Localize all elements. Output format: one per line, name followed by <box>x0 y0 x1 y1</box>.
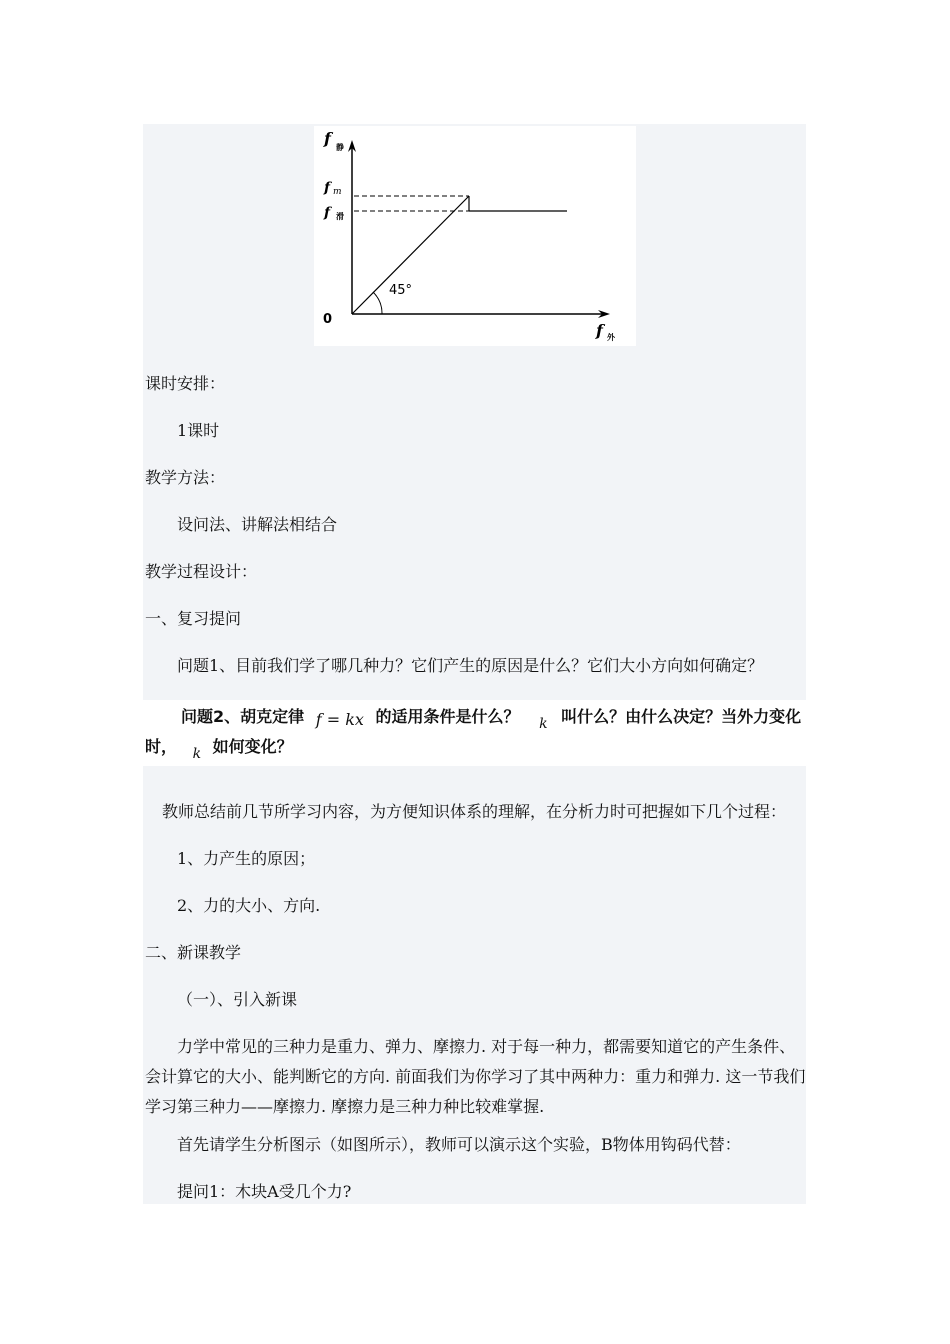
teacher-summary: 教师总结前几节所学习内容，为方便知识体系的理解，在分析力时可把握如下几个过程： <box>162 802 787 821</box>
graph-svg <box>314 126 636 346</box>
question2-text-e: 如何变化？ <box>212 737 293 756</box>
analysis-line: 首先请学生分析图示（如图所示），教师可以演示这个实验，B物体用钩码代替： <box>177 1135 741 1154</box>
point-1: 1、力产生的原因； <box>177 849 316 868</box>
method-value: 设问法、讲解法相结合 <box>177 515 338 534</box>
schedule-value: 1课时 <box>177 421 220 440</box>
angle-label: 45° <box>389 283 413 298</box>
process-heading: 教学过程设计： <box>145 562 258 581</box>
x-axis-sub: 外 <box>607 333 615 342</box>
method-heading: 教学方法： <box>145 468 226 487</box>
x-axis-label: f <box>596 321 603 340</box>
section1-heading: 一、复习提问 <box>145 609 242 628</box>
question2-text-b: 的适用条件是什么？ <box>375 707 520 726</box>
question2-text-c: 叫什么？由什么决定？当外力变化 <box>561 707 802 726</box>
question2-text-d: 时， <box>145 737 178 756</box>
fm-label: f <box>324 180 331 196</box>
y-axis-label: f <box>324 129 331 148</box>
question2-text-a: 问题2、胡克定律 <box>181 707 305 726</box>
schedule-heading: 课时安排： <box>145 374 226 393</box>
origin-label: 0 <box>323 312 333 327</box>
fslide-label: f <box>324 205 331 221</box>
section2-heading: 二、新课教学 <box>145 943 242 962</box>
hooke-formula: f = kx <box>315 710 364 729</box>
y-axis-sub: 静 <box>336 143 344 152</box>
intro-paragraph: 力学中常见的三种力是重力、弹力、摩擦力. 对于每一种力，都需要知道它的产生条件、会计算它的大小、能判断它的方向. 前面我们为你学习了其中两种力：重力和弹力. 这一节我们学习第三种力——摩擦力. 摩擦力是三种力种比较难掌握. <box>145 1037 806 1116</box>
question1: 问题1、目前我们学了哪几种力？它们产生的原因是什么？它们大小方向如何确定？ <box>177 656 764 675</box>
k-symbol-1: k <box>539 716 548 732</box>
point-2: 2、力的大小、方向. <box>177 896 321 915</box>
subsection-1: （一）、引入新课 <box>177 990 298 1009</box>
ask-1: 提问1：木块A受几个力? <box>177 1182 352 1201</box>
fm-sub: m <box>333 187 342 197</box>
friction-force-graph <box>314 126 636 346</box>
question2-line2 <box>145 737 293 762</box>
k-symbol-2: k <box>192 746 202 762</box>
angle-arc <box>373 292 382 314</box>
question2-line1 <box>181 707 802 732</box>
fslide-sub: 滑 <box>336 212 344 221</box>
